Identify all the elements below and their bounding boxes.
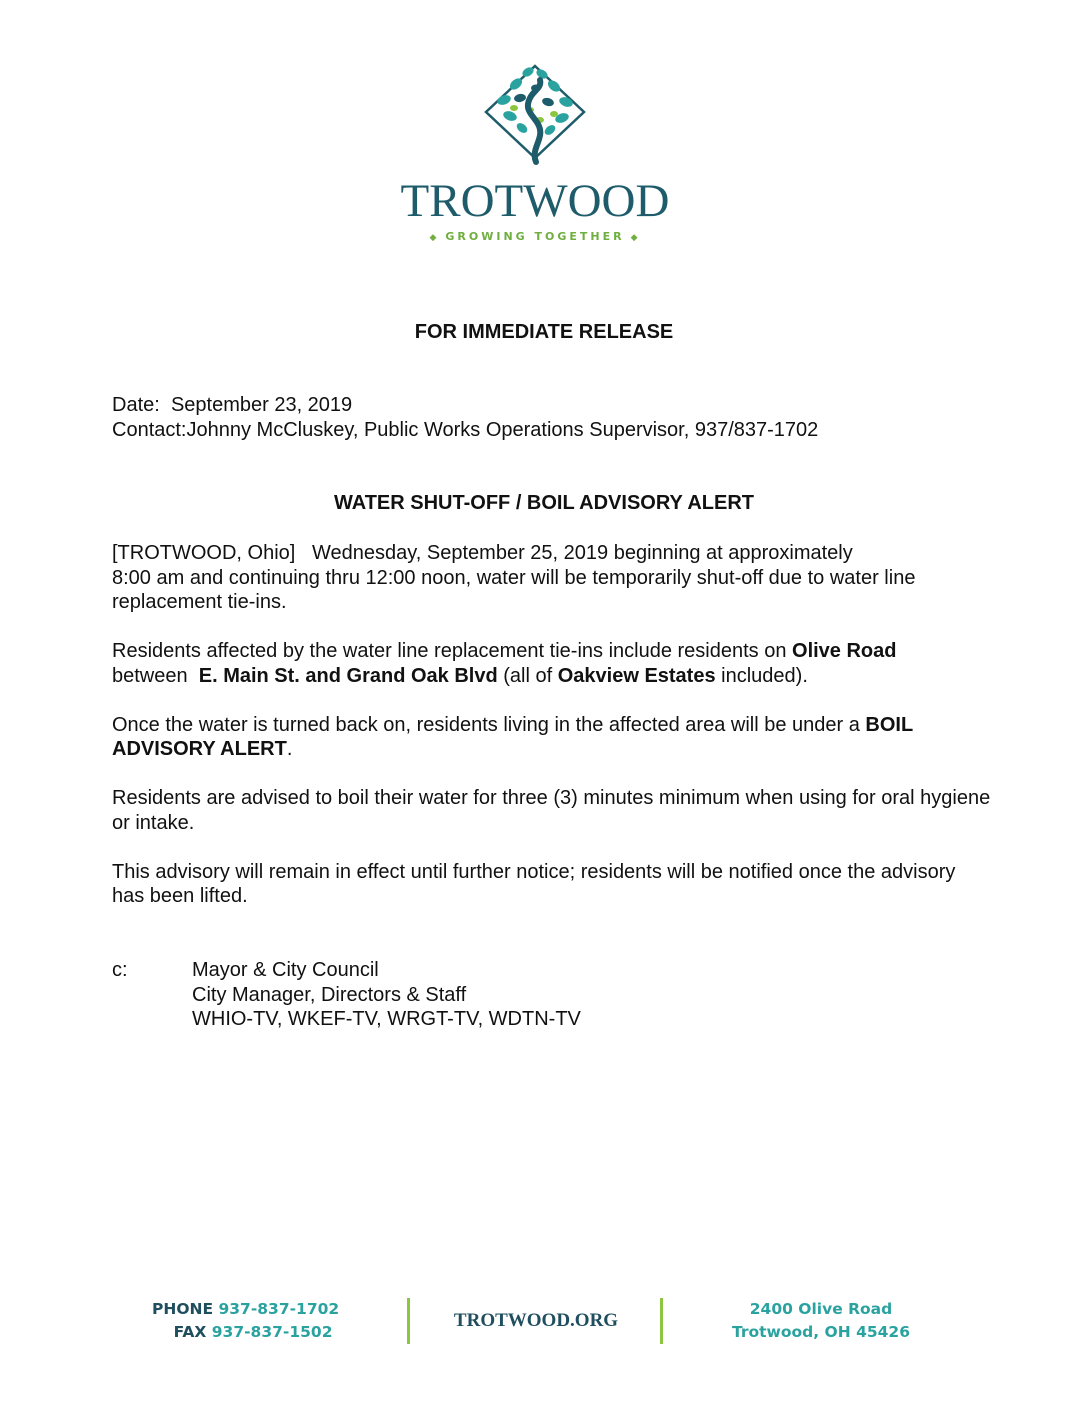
tree-emblem-icon: [480, 58, 590, 170]
footer-fax: [152, 1321, 339, 1344]
p2-bold-streets: E. Main St. and Grand Oak Blvd: [198, 664, 498, 687]
cc-label: c:: [112, 959, 128, 981]
p2-text-3: (all of: [497, 664, 558, 687]
paragraph-2: [112, 639, 992, 688]
phone-value: 937-837-1702: [218, 1300, 340, 1318]
footer-divider: [660, 1298, 663, 1344]
fax-value: 937-837-1502: [211, 1323, 333, 1341]
p2-bold-olive-road: Olive Road: [792, 640, 897, 662]
footer-phone: [152, 1298, 339, 1321]
headline: WATER SHUT-OFF / BOIL ADVISORY ALERT: [333, 492, 754, 514]
address-line-2: Trotwood, OH 45426: [731, 1323, 911, 1341]
fax-label: FAX: [173, 1323, 207, 1341]
p2-text-4: included).: [715, 664, 808, 687]
release-label: FOR IMMEDIATE RELEASE: [414, 321, 674, 343]
footer-divider: [407, 1298, 410, 1344]
footer-contact: [152, 1298, 339, 1344]
address-line-1: 2400 Olive Road: [749, 1300, 893, 1318]
diamond-icon: ◆: [429, 233, 440, 243]
p1-line1: Wednesday, September 25, 2019 beginning at approximately: [312, 542, 853, 564]
trotwood-logo: [380, 58, 690, 248]
logo-wordmark: TROTWOOD: [400, 175, 670, 227]
dateline: [TROTWOOD, Ohio]: [112, 542, 296, 564]
contact-value: Johnny McCluskey, Public Works Operations Supervisor, 937/837-1702: [186, 419, 819, 441]
p2-bold-oakview: Oakview Estates: [557, 664, 716, 687]
p2-text-1: Residents affected by the water line replacement tie-ins include residents on: [112, 640, 793, 662]
p1-line2: 8:00 am and continuing thru 12:00 noon, water will be temporarily shut-off due to water line replacement tie-ins.: [112, 566, 916, 613]
letterhead-footer: [0, 1292, 1088, 1352]
paragraph-4: Residents are advised to boil their water for three (3) minutes minimum when using for oral hygiene or intake.: [112, 787, 991, 834]
contact-line: [112, 418, 818, 443]
p3-text-2: .: [286, 738, 293, 760]
tagline-text: GROWING TOGETHER: [445, 230, 625, 243]
cc-recipient: City Manager, Directors & Staff: [192, 983, 467, 1006]
release-body: [112, 541, 992, 933]
release-meta: [112, 393, 818, 443]
logo-tagline: [380, 230, 690, 245]
footer-address: [666, 1298, 976, 1344]
footer-website: TROTWOOD.ORG: [453, 1310, 619, 1331]
diamond-icon: ◆: [630, 233, 641, 243]
contact-label: Contact:: [112, 419, 187, 441]
paragraph-1: [112, 541, 992, 615]
paragraph-3: [112, 713, 992, 762]
paragraph-5: This advisory will remain in effect until further notice; residents will be notified once the advisory has been lifted.: [112, 860, 956, 907]
phone-label: PHONE: [152, 1300, 214, 1318]
p3-bold-alert: BOIL ADVISORY ALERT: [112, 713, 913, 760]
date-line: [112, 393, 818, 418]
cc-recipient: Mayor & City Council: [192, 959, 379, 981]
p2-text-2: between: [112, 664, 194, 687]
date-value: September 23, 2019: [170, 394, 353, 416]
p3-text-1: Once the water is turned back on, residents living in the affected area will be under a: [112, 713, 866, 736]
date-label: Date:: [112, 394, 160, 416]
cc-recipients: [192, 958, 581, 1032]
cc-recipient: WHIO-TV, WKEF-TV, WRGT-TV, WDTN-TV: [192, 1008, 581, 1030]
